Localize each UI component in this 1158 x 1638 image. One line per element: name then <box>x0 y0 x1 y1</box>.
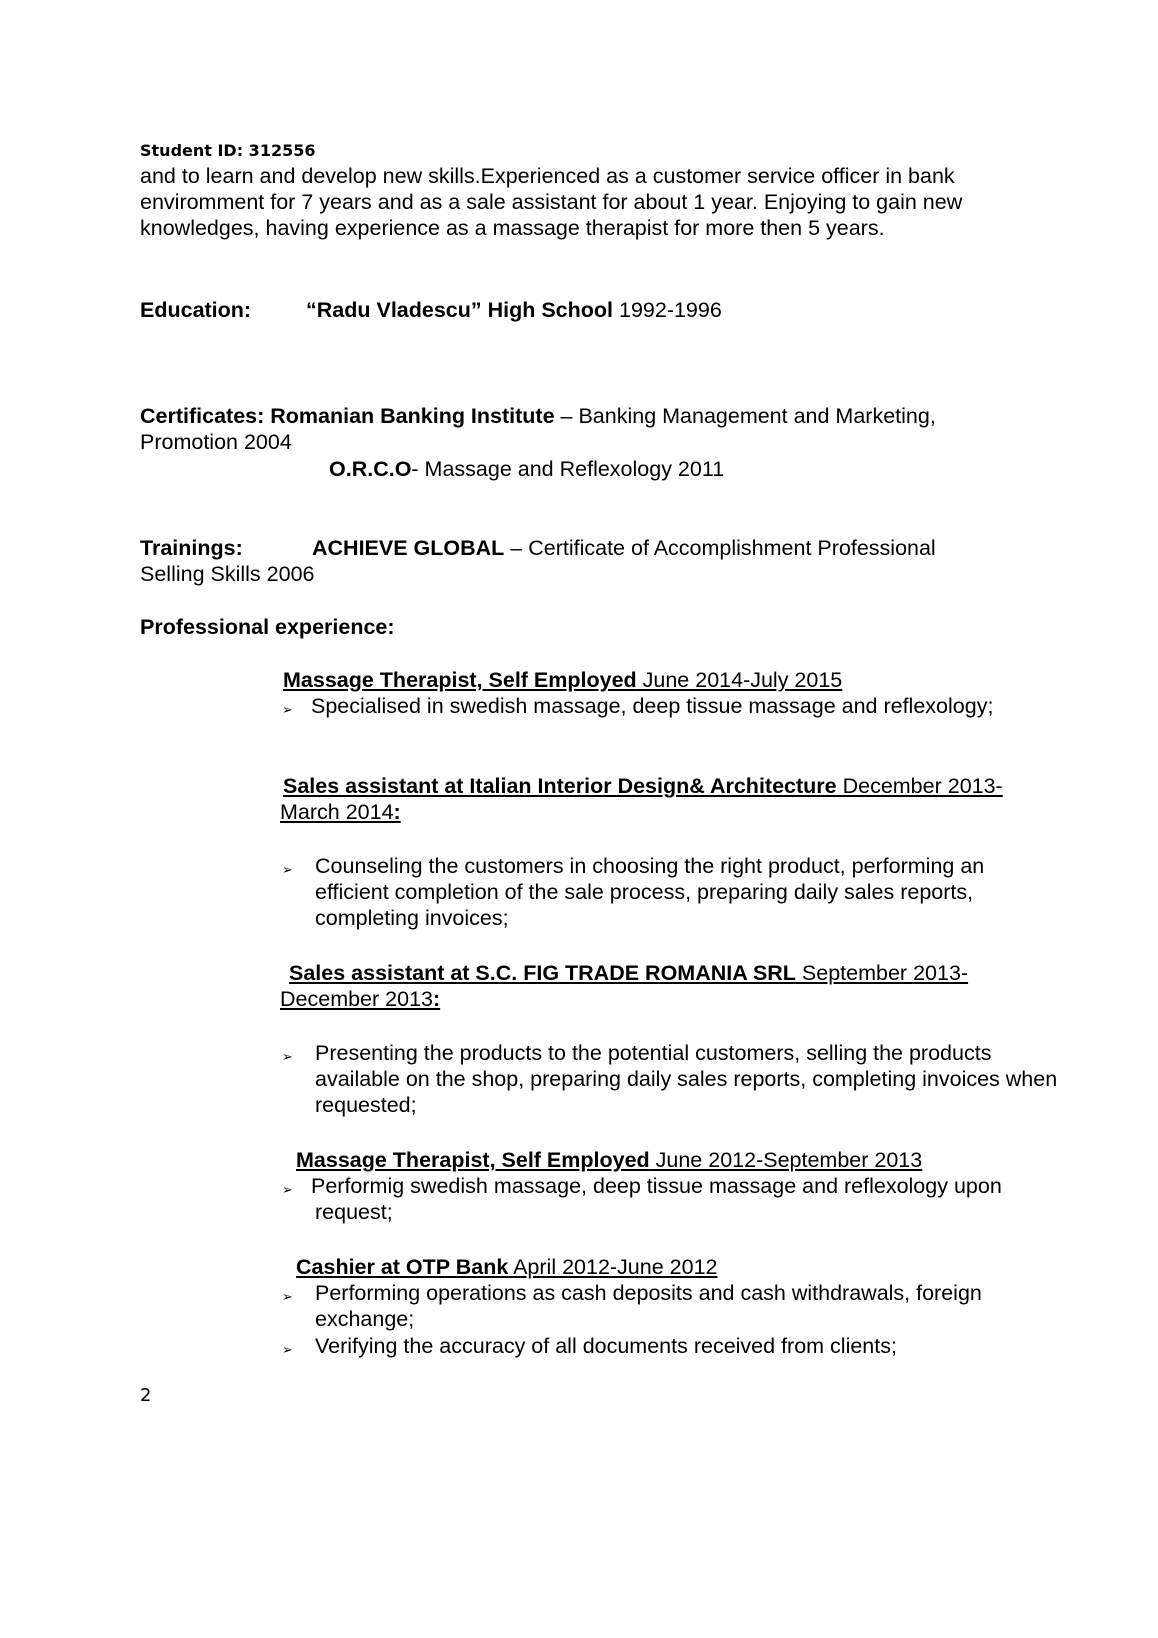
job-heading <box>283 773 1003 800</box>
job-heading-line: December 2013: <box>280 987 441 1011</box>
school-years: 1992-1996 <box>613 298 722 322</box>
job-bullet-cont: requested; <box>315 1093 417 1117</box>
experience-label: Professional experience: <box>140 615 395 639</box>
job-bullet-cont: exchange; <box>315 1307 415 1331</box>
job-dates: December 2013 <box>280 987 433 1011</box>
job-title: Sales assistant at S.C. FIG TRADE ROMANIA SRL <box>289 961 796 985</box>
job-bullet-cont: request; <box>315 1200 393 1224</box>
training-detail: – Certificate of Accomplishment Professional <box>504 536 936 560</box>
job-dates: June 2012-September 2013 <box>649 1148 923 1172</box>
bullet-icon: ➢ <box>282 1290 293 1305</box>
training-org: ACHIEVE GLOBAL <box>312 536 505 560</box>
intro-line: enviromment for 7 years and as a sale assistant for about 1 year. Enjoying to gain new <box>140 190 963 214</box>
job-bullet: Verifying the accuracy of all documents received from clients; <box>315 1334 897 1358</box>
job-heading <box>296 1147 922 1174</box>
job-dates: March 2014 <box>280 800 394 824</box>
certificate-entry <box>140 403 936 430</box>
certificate-org: Romanian Banking Institute <box>264 404 555 428</box>
education-entry <box>306 297 722 324</box>
certificate-entry <box>329 456 724 483</box>
student-id: Student ID: 312556 <box>140 141 316 160</box>
job-title: Cashier at OTP Bank <box>296 1255 509 1279</box>
job-heading <box>283 667 842 694</box>
intro-line: knowledges, having experience as a massage therapist for more then 5 years. <box>140 216 885 240</box>
job-bullet: Specialised in swedish massage, deep tissue massage and reflexology; <box>311 694 994 718</box>
training-line: Selling Skills 2006 <box>140 562 315 586</box>
job-dates: April 2012-June 2012 <box>508 1255 718 1279</box>
job-bullet: Presenting the products to the potential customers, selling the products <box>315 1041 992 1065</box>
job-heading <box>289 960 968 987</box>
certificate-detail: - Massage and Reflexology 2011 <box>411 457 725 481</box>
job-title: Massage Therapist, Self Employed <box>283 668 637 692</box>
job-bullet-cont: completing invoices; <box>315 906 509 930</box>
bullet-icon: ➢ <box>282 703 293 718</box>
education-label: Education: <box>140 298 252 322</box>
job-bullet-cont: available on the shop, preparing daily sales reports, completing invoices when <box>315 1067 1058 1091</box>
school-name: “Radu Vladescu” High School <box>306 298 614 322</box>
bullet-icon: ➢ <box>282 1183 293 1198</box>
intro-line: and to learn and develop new skills.Experienced as a customer service officer in bank <box>140 164 955 188</box>
training-entry <box>312 535 936 562</box>
job-heading <box>296 1254 717 1281</box>
job-bullet: Performing operations as cash deposits and cash withdrawals, foreign <box>315 1281 982 1305</box>
job-dates: December 2013- <box>836 774 1003 798</box>
certificate-detail: – Banking Management and Marketing, <box>554 404 936 428</box>
trainings-label: Trainings: <box>140 536 243 560</box>
job-bullet: Performig swedish massage, deep tissue massage and reflexology upon <box>311 1174 1002 1198</box>
bullet-icon: ➢ <box>282 1343 293 1358</box>
page-number: 2 <box>140 1385 152 1406</box>
job-bullet-cont: efficient completion of the sale process, preparing daily sales reports, <box>315 880 974 904</box>
bullet-icon: ➢ <box>282 863 293 878</box>
job-bullet: Counseling the customers in choosing the right product, performing an <box>315 854 985 878</box>
job-dates: June 2014-July 2015 <box>636 668 843 692</box>
certificates-label: Certificates: <box>140 404 265 428</box>
job-dates: September 2013- <box>795 961 969 985</box>
certificate-org: O.R.C.O <box>329 457 412 481</box>
certificate-line: Promotion 2004 <box>140 430 292 454</box>
bullet-icon: ➢ <box>282 1050 293 1065</box>
job-title: Sales assistant at Italian Interior Design& Architecture <box>283 774 837 798</box>
job-title: Massage Therapist, Self Employed <box>296 1148 650 1172</box>
job-heading-line: March 2014: <box>280 800 401 824</box>
